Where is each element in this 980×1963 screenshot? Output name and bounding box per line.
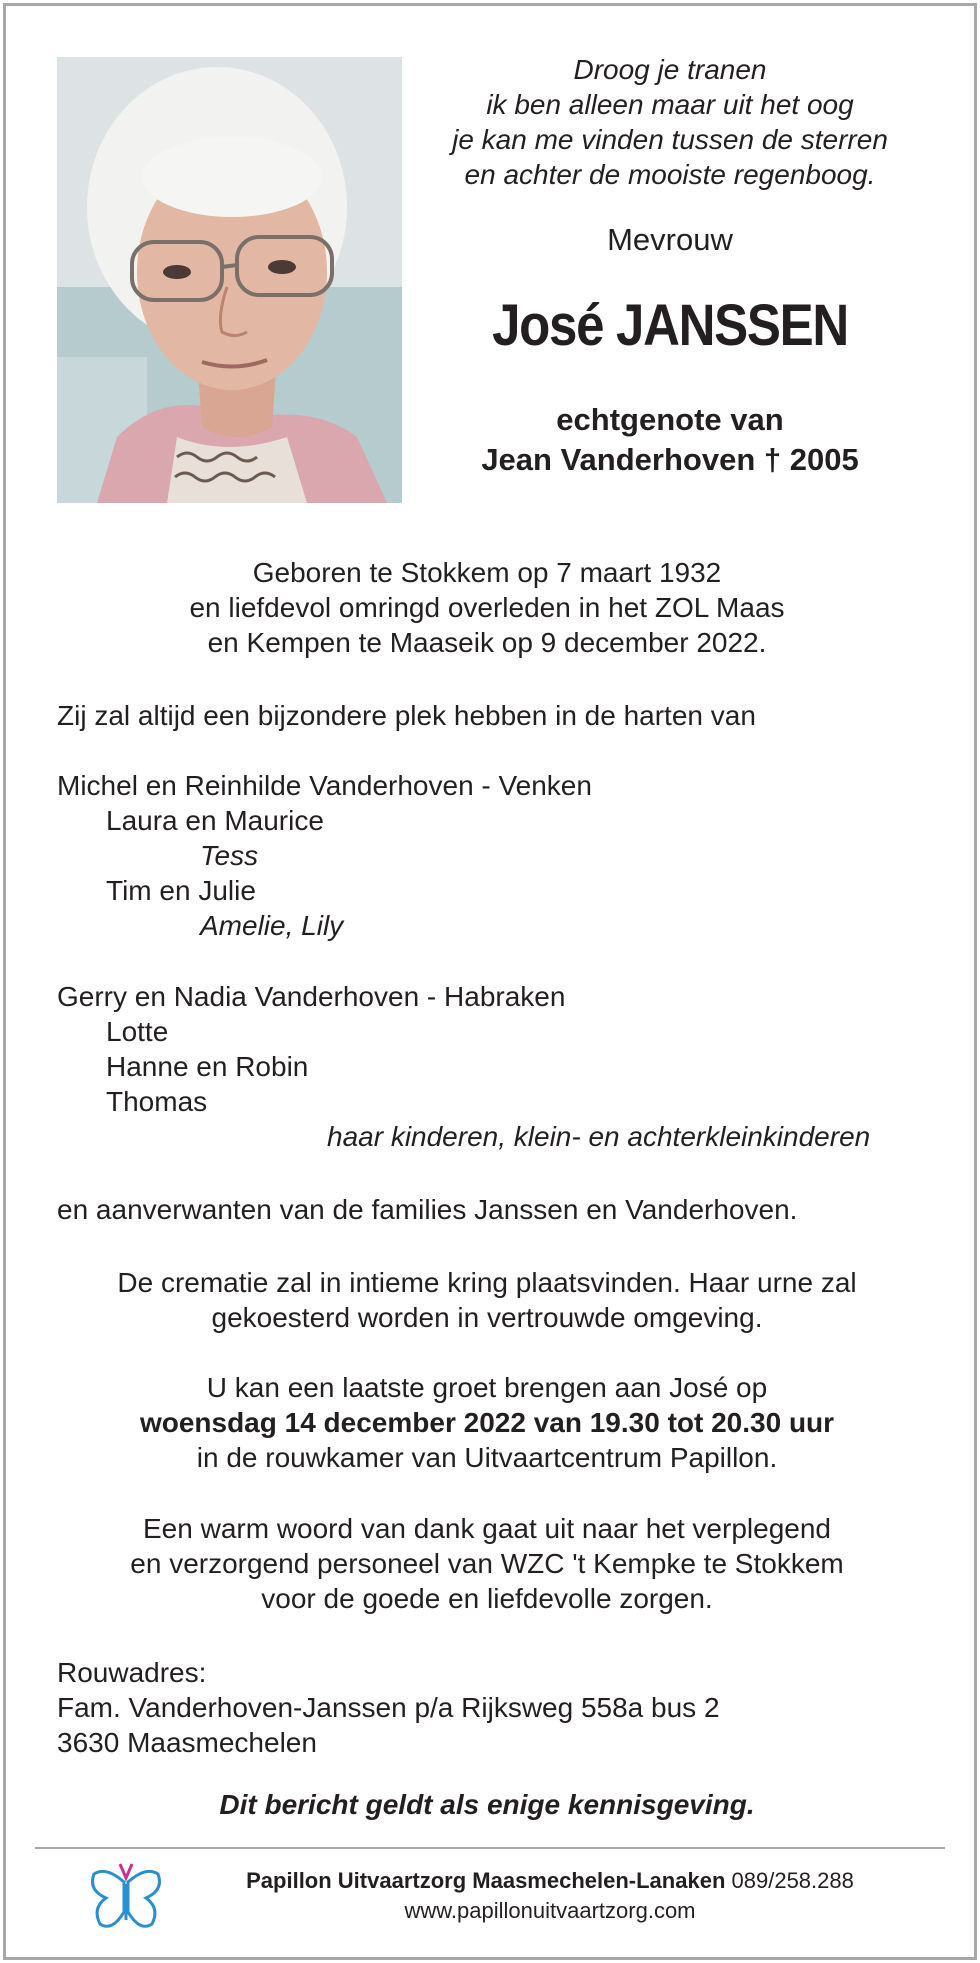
portrait-image xyxy=(57,57,402,503)
address-line: Fam. Vanderhoven-Janssen p/a Rijksweg 558a bus 2 xyxy=(57,1692,720,1723)
family-parents: Gerry en Nadia Vanderhoven - Habraken xyxy=(57,981,566,1012)
poem-line: Droog je tranen xyxy=(573,54,767,85)
poem-line: en achter de mooiste regenboog. xyxy=(464,159,876,190)
poem-line: ik ben alleen maar uit het oog xyxy=(486,89,854,120)
family-child: Hanne en Robin xyxy=(106,1051,309,1082)
birth-death-info xyxy=(57,555,917,660)
thanks-info xyxy=(57,1511,917,1616)
visitation-info xyxy=(57,1370,917,1475)
poem-line: je kan me vinden tussen de sterren xyxy=(452,124,888,155)
funeral-home-info xyxy=(160,1868,940,1894)
spouse-info xyxy=(410,400,930,480)
relatives: en aanverwanten van de families Janssen en Vanderhoven. xyxy=(57,1194,798,1225)
thanks-line: voor de goede en liefdevolle zorgen. xyxy=(261,1583,713,1614)
visitation-datetime: woensdag 14 december 2022 van 19.30 tot 20.30 uur xyxy=(139,1407,835,1438)
funeral-home-name: Papillon Uitvaartzorg Maasmechelen-Lanaken xyxy=(246,1868,726,1893)
divider xyxy=(35,1847,945,1849)
family-intro: Zij zal altijd een bijzondere plek hebben in de harten van xyxy=(57,700,756,731)
cremation-line: gekoesterd worden in vertrouwde omgeving. xyxy=(211,1302,763,1333)
family-child: Laura en Maurice xyxy=(106,805,324,836)
family-caption: haar kinderen, klein- en achterkleinkinderen xyxy=(327,1121,871,1152)
funeral-home-website[interactable]: www.papillonuitvaartzorg.com xyxy=(404,1898,696,1923)
spouse-line: echtgenote van xyxy=(556,402,784,437)
cremation-info xyxy=(57,1265,917,1335)
thanks-line: en verzorgend personeel van WZC 't Kempke te Stokkem xyxy=(130,1548,844,1579)
family-grandchild: Amelie, Lily xyxy=(200,910,344,941)
family-child: Tim en Julie xyxy=(106,875,256,906)
birth-death-line: Geboren te Stokkem op 7 maart 1932 xyxy=(252,557,722,588)
visitation-line: U kan een laatste groet brengen aan José op xyxy=(206,1372,768,1403)
notice: Dit bericht geldt als enige kennisgeving. xyxy=(219,1789,755,1820)
portrait-photo xyxy=(57,57,402,503)
spouse-line: Jean Vanderhoven † 2005 xyxy=(481,442,859,477)
birth-death-line: en Kempen te Maaseik op 9 december 2022. xyxy=(207,627,767,658)
address-label: Rouwadres: xyxy=(57,1657,207,1688)
poem xyxy=(410,52,930,192)
family-child: Lotte xyxy=(106,1016,169,1047)
deceased-name: José JANSSEN xyxy=(492,293,848,358)
address-line: 3630 Maasmechelen xyxy=(57,1727,317,1758)
salutation: Mevrouw xyxy=(607,222,733,257)
birth-death-line: en liefdevol omringd overleden in het ZOL Maas xyxy=(189,592,785,623)
visitation-line: in de rouwkamer van Uitvaartcentrum Papillon. xyxy=(196,1442,778,1473)
family-child: Thomas xyxy=(106,1086,208,1117)
thanks-line: Een warm woord van dank gaat uit naar het verplegend xyxy=(143,1513,831,1544)
cremation-line: De crematie zal in intieme kring plaatsvinden. Haar urne zal xyxy=(117,1267,857,1298)
funeral-home-phone: 089/258.288 xyxy=(731,1868,854,1893)
family-parents: Michel en Reinhilde Vanderhoven - Venken xyxy=(57,770,592,801)
butterfly-icon xyxy=(86,1860,166,1938)
family-grandchild: Tess xyxy=(200,840,259,871)
